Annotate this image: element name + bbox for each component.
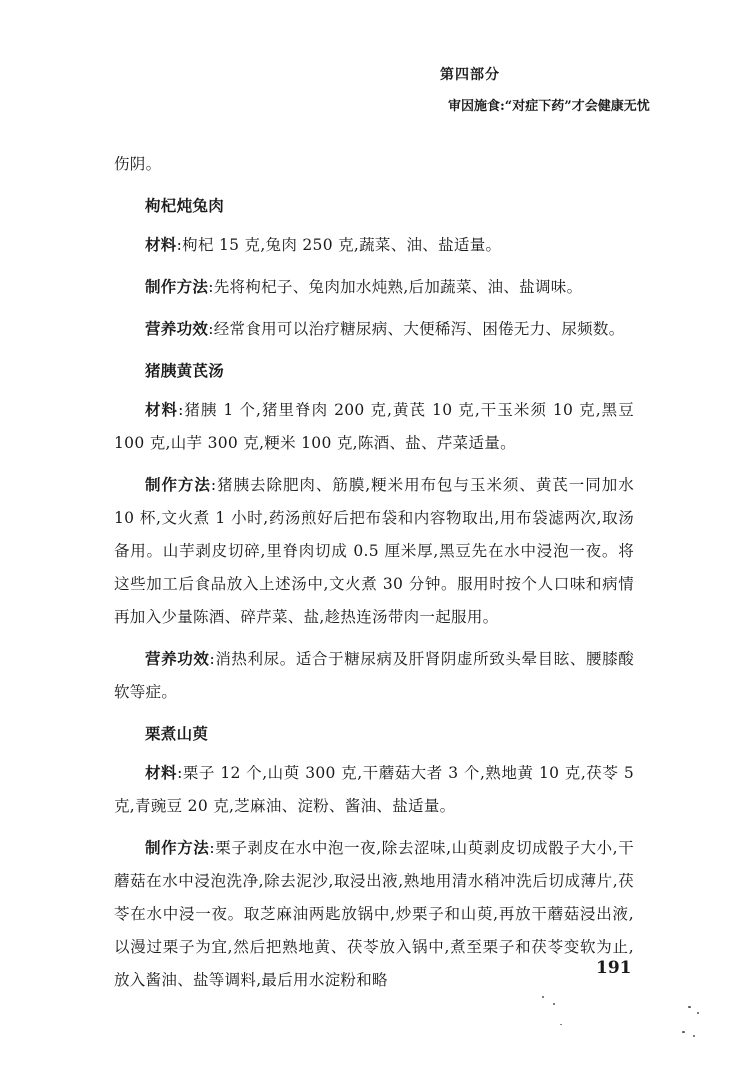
scan-speck	[560, 1024, 562, 1025]
scan-speck	[542, 996, 544, 998]
nutrition-label: 营养功效	[145, 649, 210, 668]
page-number: 191	[596, 958, 632, 978]
nutrition-text: 经常食用可以治疗糖尿病、大便稀泻、困倦无力、尿频数。	[213, 320, 625, 338]
recipe-title: 猪胰黄芪汤	[145, 361, 225, 380]
method-label: 制作方法	[145, 475, 211, 494]
scan-speck	[553, 1003, 555, 1005]
part-heading: 第四部分	[440, 67, 500, 83]
recipe-nutrition: 营养功效:消热利尿。适合于糖尿病及肝肾阴虚所致头晕目眩、腰膝酸软等症。	[114, 649, 634, 701]
method-text: 猪胰去除肥肉、筋膜,粳米用布包与玉米须、黄芪一同加水 10 杯,文火煮 1 小时,药汤煎好后把布袋和内容物取出,用布袋滤两次,取汤备用。山芋剥皮切碎,里脊肉切成 0.5 厘米厚,黑豆先在水中浸泡一夜。将这些加工后食品放入上述汤中,文火煮 30 分钟。服用时按个人口味和病情再加入少量陈酒、碎芹菜、盐,趁热连汤带肉一起服用。	[114, 476, 634, 626]
intro-text: 伤阴。	[114, 155, 162, 173]
page-body	[114, 148, 634, 1005]
scan-speck	[697, 1012, 699, 1014]
material-label: 材料	[145, 400, 179, 419]
recipe-method: 制作方法:栗子剥皮在水中泡一夜,除去涩味,山萸剥皮切成骰子大小,干蘑菇在水中浸泡洗净,除去泥沙,取浸出液,熟地用清水稍冲洗后切成薄片,茯苓在水中浸一夜。取芝麻油两匙放锅中,炒栗子和山萸,再放干蘑菇浸出液,以漫过栗子为宜,然后把熟地黄、茯苓放入锅中,煮至栗子和茯苓变软为止,放入酱油、盐等调料,最后用水淀粉和略	[114, 838, 635, 989]
recipe-material: 材料:猪胰 1 个,猪里脊肉 200 克,黄芪 10 克,干玉米须 10 克,黑豆 100 克,山芋 300 克,粳米 100 克,陈酒、盐、芹菜适量。	[114, 400, 634, 452]
method-label: 制作方法	[145, 277, 209, 296]
material-label: 材料	[145, 235, 177, 254]
material-text: 枸杞 15 克,兔肉 250 克,蔬菜、油、盐适量。	[182, 236, 502, 254]
method-text: 栗子剥皮在水中泡一夜,除去涩味,山萸剥皮切成骰子大小,干蘑菇在水中浸泡洗净,除去泥沙,取浸出液,熟地用清水稍冲洗后切成薄片,茯苓在水中浸一夜。取芝麻油两匙放锅中,炒栗子和山萸,再放干蘑菇浸出液,以漫过栗子为宜,然后把熟地黄、茯苓放入锅中,煮至栗子和茯苓变软为止,放入酱油、盐等调料,最后用水淀粉和略	[114, 839, 635, 989]
material-label: 材料	[145, 763, 178, 782]
chapter-heading: 审因施食:“对症下药”才会健康无忧	[448, 99, 650, 114]
recipe-method: 制作方法:先将枸杞子、兔肉加水炖熟,后加蔬菜、油、盐调味。	[145, 277, 583, 296]
scan-speck	[693, 1035, 695, 1037]
recipe-method: 制作方法:猪胰去除肥肉、筋膜,粳米用布包与玉米须、黄芪一同加水 10 杯,文火煮 1 小时,药汤煎好后把布袋和内容物取出,用布袋滤两次,取汤备用。山芋剥皮切碎,里脊肉切成 0.5 厘米厚,黑豆先在水中浸泡一夜。将这些加工后食品放入上述汤中,文火煮 30 分钟。服用时按个人口味和病情再加入少量陈酒、碎芹菜、盐,趁热连汤带肉一起服用。	[114, 475, 634, 626]
scan-speck	[688, 1006, 691, 1008]
recipe-material: 材料:栗子 12 个,山萸 300 克,干蘑菇大者 3 个,熟地黄 10 克,茯苓 5 克,青豌豆 20 克,芝麻油、淀粉、酱油、盐适量。	[114, 763, 634, 815]
nutrition-label: 营养功效	[145, 319, 209, 338]
recipe-material: 材料:枸杞 15 克,兔肉 250 克,蔬菜、油、盐适量。	[145, 235, 502, 254]
recipe-nutrition: 营养功效:经常食用可以治疗糖尿病、大便稀泻、困倦无力、尿频数。	[145, 319, 625, 338]
material-text: 栗子 12 个,山萸 300 克,干蘑菇大者 3 个,熟地黄 10 克,茯苓 5 克,青豌豆 20 克,芝麻油、淀粉、酱油、盐适量。	[114, 764, 634, 815]
recipe-title: 枸杞炖兔肉	[145, 196, 225, 215]
recipe-title: 栗煮山萸	[145, 724, 209, 743]
scan-speck	[682, 1031, 685, 1033]
material-text: 猪胰 1 个,猪里脊肉 200 克,黄芪 10 克,干玉米须 10 克,黑豆 100 克,山芋 300 克,粳米 100 克,陈酒、盐、芹菜适量。	[114, 401, 634, 452]
method-label: 制作方法	[145, 838, 210, 857]
nutrition-text: 消热利尿。适合于糖尿病及肝肾阴虚所致头晕目眩、腰膝酸软等症。	[114, 650, 634, 701]
method-text: 先将枸杞子、兔肉加水炖熟,后加蔬菜、油、盐调味。	[213, 278, 583, 296]
